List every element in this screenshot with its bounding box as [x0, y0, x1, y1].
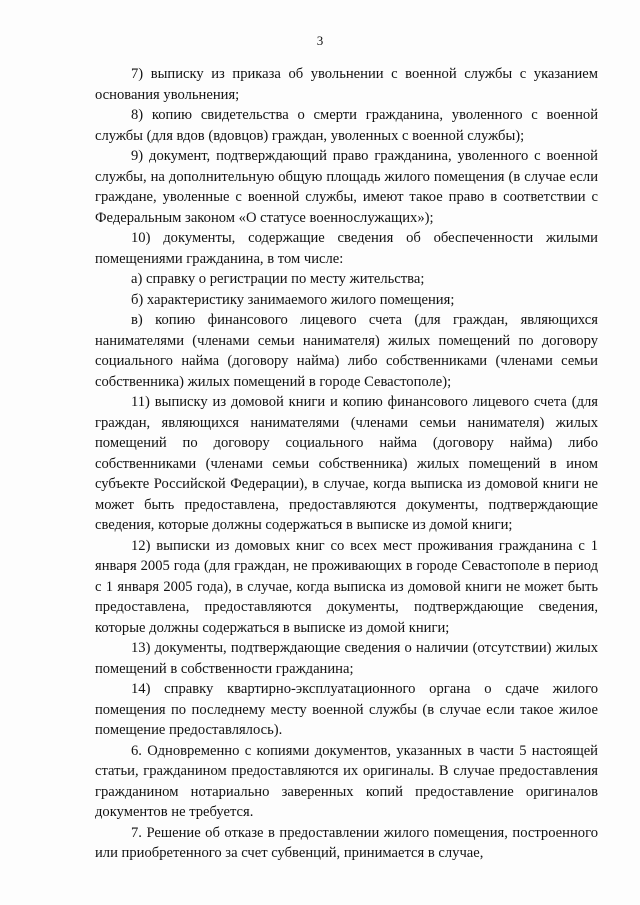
paragraph-subitem-v: в) копию финансового лицевого счета (для граждан, являющихся нанимателями (членами семьи нанимателя) жилых помещений по договору социального найма (договору найма) либо собственниками (членами семьи собственника) жилых помещений в городе Севастополе);	[95, 312, 598, 390]
document-body	[95, 64, 598, 864]
paragraph-item-7: 7) выписку из приказа об увольнении с военной службы с указанием основания увольнения;	[95, 66, 598, 103]
paragraph-item-10: 10) документы, содержащие сведения об обеспеченности жилыми помещениями гражданина, в том числе:	[95, 230, 598, 267]
paragraph-subitem-a: а) справку о регистрации по месту жительства;	[131, 271, 425, 287]
paragraph-subitem-b: б) характеристику занимаемого жилого помещения;	[131, 291, 455, 308]
paragraph-item-13: 13) документы, подтверждающие сведения о наличии (отсутствии) жилых помещений в собственности гражданина;	[95, 640, 598, 677]
paragraph-item-9: 9) документ, подтверждающий право гражданина, уволенного с военной службы, на дополнительную общую площадь жилого помещения (в случае если граждане, уволенные с военной службы, имеют такое право в соответствии с Федеральным законом «О статусе военнослужащих»);	[95, 148, 598, 226]
paragraph-part-6: 6. Одновременно с копиями документов, указанных в части 5 настоящей статьи, гражданином предоставляются их оригиналы. В случае предоставления гражданином нотариально заверенных копий предоставление оригиналов документов не требуется.	[95, 742, 598, 820]
paragraph-item-8: 8) копию свидетельства о смерти гражданина, уволенного с военной службы (для вдов (вдовцов) граждан, уволенных с военной службы);	[95, 107, 598, 144]
paragraph-item-14: 14) справку квартирно-эксплуатационного органа о сдаче жилого помещения по последнему месту военной службы (в случае если такое жилое помещение предоставлялось).	[95, 681, 598, 738]
paragraph-part-7: 7. Решение об отказе в предоставлении жилого помещения, построенного или приобретенного за счет субвенций, принимается в случае,	[95, 824, 598, 861]
paragraph-item-11: 11) выписку из домовой книги и копию финансового лицевого счета (для граждан, являющихся нанимателями (членами семьи нанимателя) жилых помещений по договору социального найма (договору найма) либо собственниками (членами семьи собственника) жилых помещений в ином субъекте Российской Федерации), в случае, когда выписка из домовой книги не может быть предоставлена, предоставляются документы, подтверждающие сведения, которые должны содержаться в выписке из домой книги;	[95, 394, 598, 533]
paragraph-item-12: 12) выписки из домовых книг со всех мест проживания гражданина с 1 января 2005 года (для граждан, не проживающих в городе Севастополе в период с 1 января 2005 года), в случае, когда выписка из домовой книги не может быть предоставлена, предоставляются документы, подтверждающие сведения, которые должны содержаться в выписке из домой книги;	[95, 537, 598, 636]
page-number: 3	[316, 33, 324, 48]
